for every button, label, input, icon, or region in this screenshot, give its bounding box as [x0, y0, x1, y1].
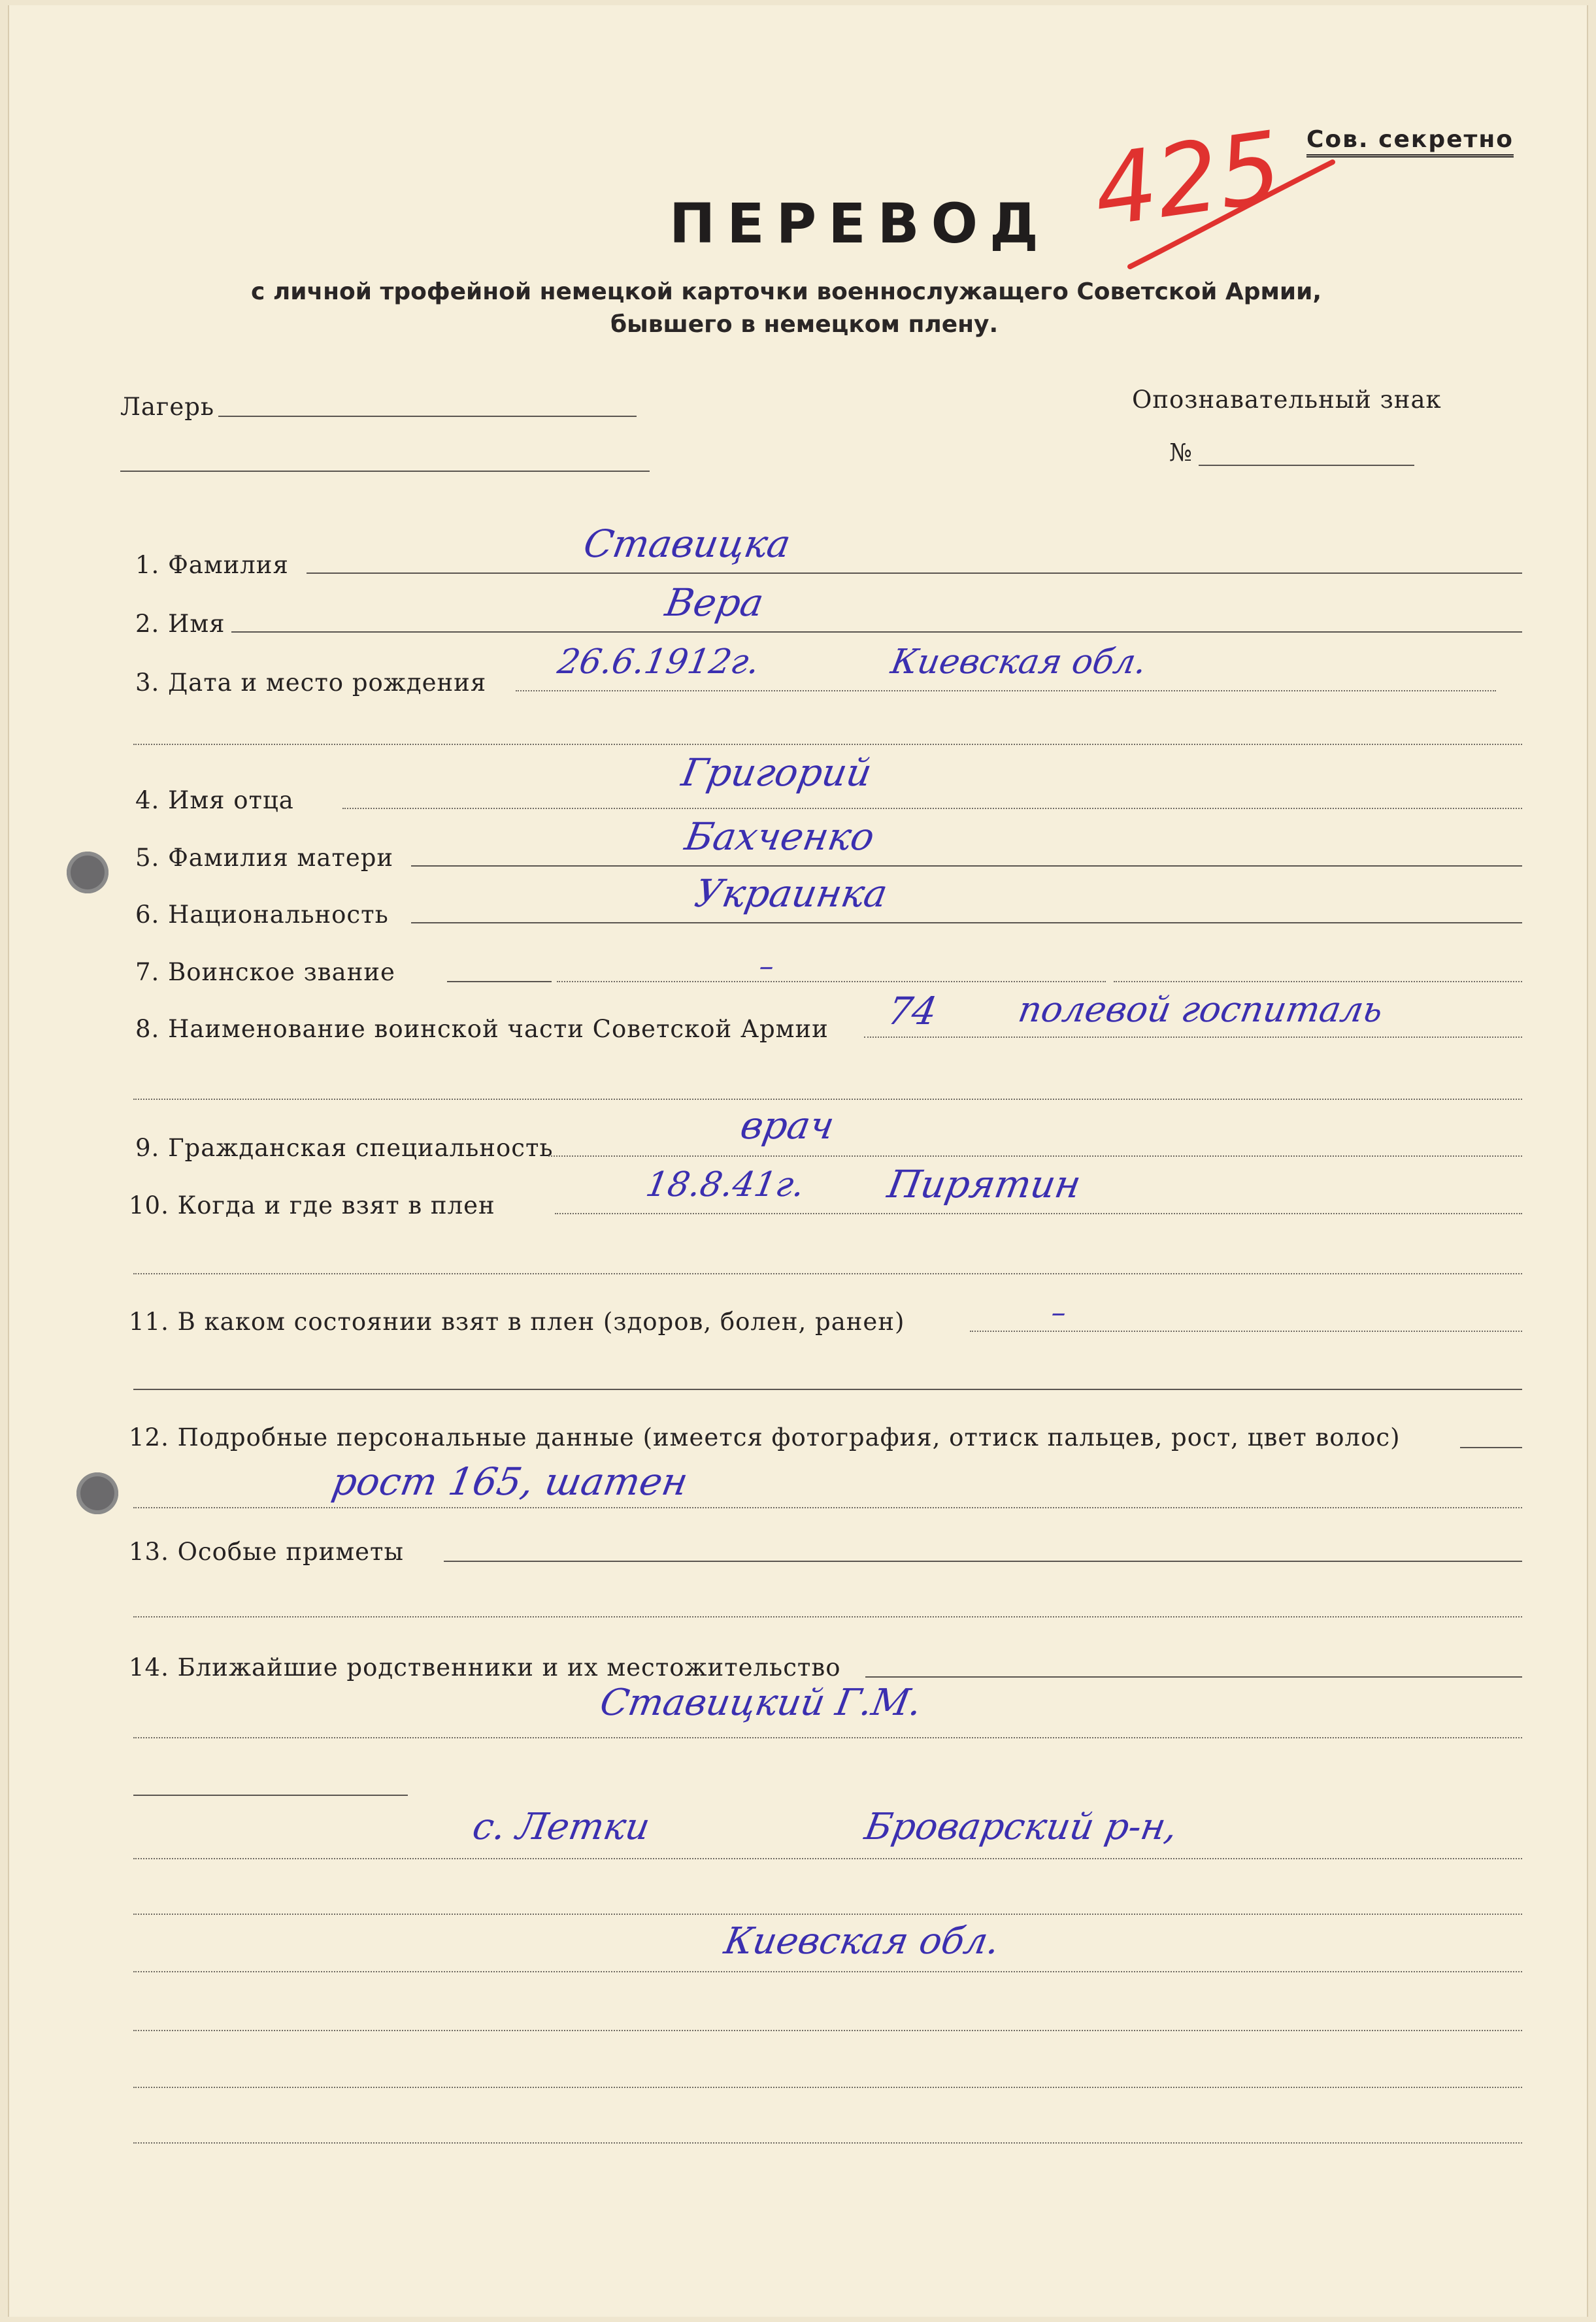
field-7-line-a [447, 981, 552, 982]
field-4-label: 4. Имя отца [135, 786, 294, 814]
id-mark-label: Опознавательный знак [1132, 386, 1442, 414]
field-14-district: Броварский р-н, [861, 1806, 1181, 1848]
document-subtitle-line1: с личной трофейной немецкой карточки военнослужащего Советской Армии, [251, 278, 1322, 305]
field-3-label: 3. Дата и место рождения [135, 669, 487, 697]
field-1-label: 1. Фамилия [135, 551, 289, 579]
field-9-label: 9. Гражданская специальность [135, 1134, 554, 1162]
field-12-value: рост 165, шатен [329, 1459, 691, 1504]
id-mark-number-line [1199, 465, 1414, 466]
field-14-line-7 [133, 2030, 1522, 2031]
field-14-line-6 [133, 1971, 1522, 1972]
punch-hole-lower [76, 1472, 118, 1514]
field-14-relative-name: Ставицкий Г.М. [597, 1682, 925, 1724]
field-5-line [411, 865, 1522, 867]
field-11-line [970, 1331, 1522, 1332]
field-7-value: – [756, 950, 777, 983]
field-10-date: 18.8.41г. [642, 1165, 808, 1204]
document-subtitle-line2: бывшего в немецком плену. [610, 311, 999, 338]
field-11-value: – [1048, 1296, 1069, 1329]
field-11-line-2 [133, 1389, 1522, 1390]
field-8-number: 74 [884, 989, 940, 1033]
field-3-place: Киевская обл. [888, 642, 1150, 682]
field-8-line [864, 1037, 1522, 1038]
camp-label: Лагерь [120, 393, 215, 421]
field-9-line [548, 1155, 1522, 1157]
field-14-label: 14. Ближайшие родственники и их местожительство [129, 1653, 841, 1682]
id-mark-number-label: № [1169, 439, 1193, 467]
camp-line-2 [120, 471, 650, 472]
field-14-line-8 [133, 2087, 1522, 2088]
field-7-line-b [557, 981, 1106, 982]
field-6-value: Украинка [691, 871, 891, 916]
field-5-label: 5. Фамилия матери [135, 844, 394, 872]
field-13-line-2 [133, 1616, 1522, 1617]
field-8-value: полевой госпиталь [1015, 989, 1386, 1030]
field-10-line-2 [133, 1273, 1522, 1274]
field-10-place: Пирятин [884, 1162, 1085, 1206]
field-8-label: 8. Наименование воинской части Советской Армии [135, 1015, 829, 1043]
red-stamp-number: 425 [1087, 110, 1289, 250]
field-4-line [342, 808, 1522, 809]
field-14-line-2 [133, 1737, 1522, 1738]
field-5-value: Бахченко [682, 814, 878, 859]
document-page [8, 5, 1588, 2317]
field-14-line-3 [133, 1795, 408, 1796]
field-12-line-2 [133, 1507, 1522, 1508]
field-14-line-9 [133, 2142, 1522, 2144]
field-3-line-2 [133, 744, 1522, 745]
field-8-line-2 [133, 1099, 1522, 1100]
field-12-label: 12. Подробные персональные данные (имеется фотография, оттиск пальцев, рост, цвет волос) [129, 1423, 1401, 1451]
field-14-region: Киевская обл. [721, 1920, 1003, 1963]
camp-line [218, 416, 637, 417]
field-14-village: с. Летки [469, 1806, 654, 1848]
field-10-line [555, 1213, 1522, 1214]
field-7-label: 7. Воинское звание [135, 958, 395, 986]
red-stamp-stroke [1123, 156, 1339, 280]
field-13-line [444, 1561, 1522, 1562]
punch-hole-upper [67, 852, 108, 893]
field-2-label: 2. Имя [135, 610, 225, 638]
field-6-line [411, 922, 1522, 923]
field-11-label: 11. В каком состоянии взят в плен (здоров, болен, ранен) [129, 1308, 905, 1336]
field-1-value: Ставицка [580, 522, 794, 566]
field-1-line [307, 572, 1522, 574]
field-14-line [865, 1676, 1522, 1678]
field-6-label: 6. Национальность [135, 901, 389, 929]
field-2-value: Вера [662, 580, 767, 625]
field-10-label: 10. Когда и где взят в плен [129, 1191, 495, 1219]
field-9-value: врач [737, 1103, 838, 1148]
field-3-line [516, 690, 1496, 691]
document-title: ПЕРЕВОД [669, 191, 1050, 256]
field-13-label: 13. Особые приметы [129, 1538, 404, 1566]
field-14-line-5 [133, 1914, 1522, 1915]
field-12-line [1460, 1447, 1522, 1448]
field-3-date: 26.6.1912г. [554, 642, 763, 682]
field-7-line-c [1114, 981, 1522, 982]
field-4-value: Григорий [678, 750, 875, 795]
field-14-line-4 [133, 1858, 1522, 1859]
field-2-line [231, 631, 1522, 633]
classification-mark: Сов. секретно [1306, 126, 1514, 158]
